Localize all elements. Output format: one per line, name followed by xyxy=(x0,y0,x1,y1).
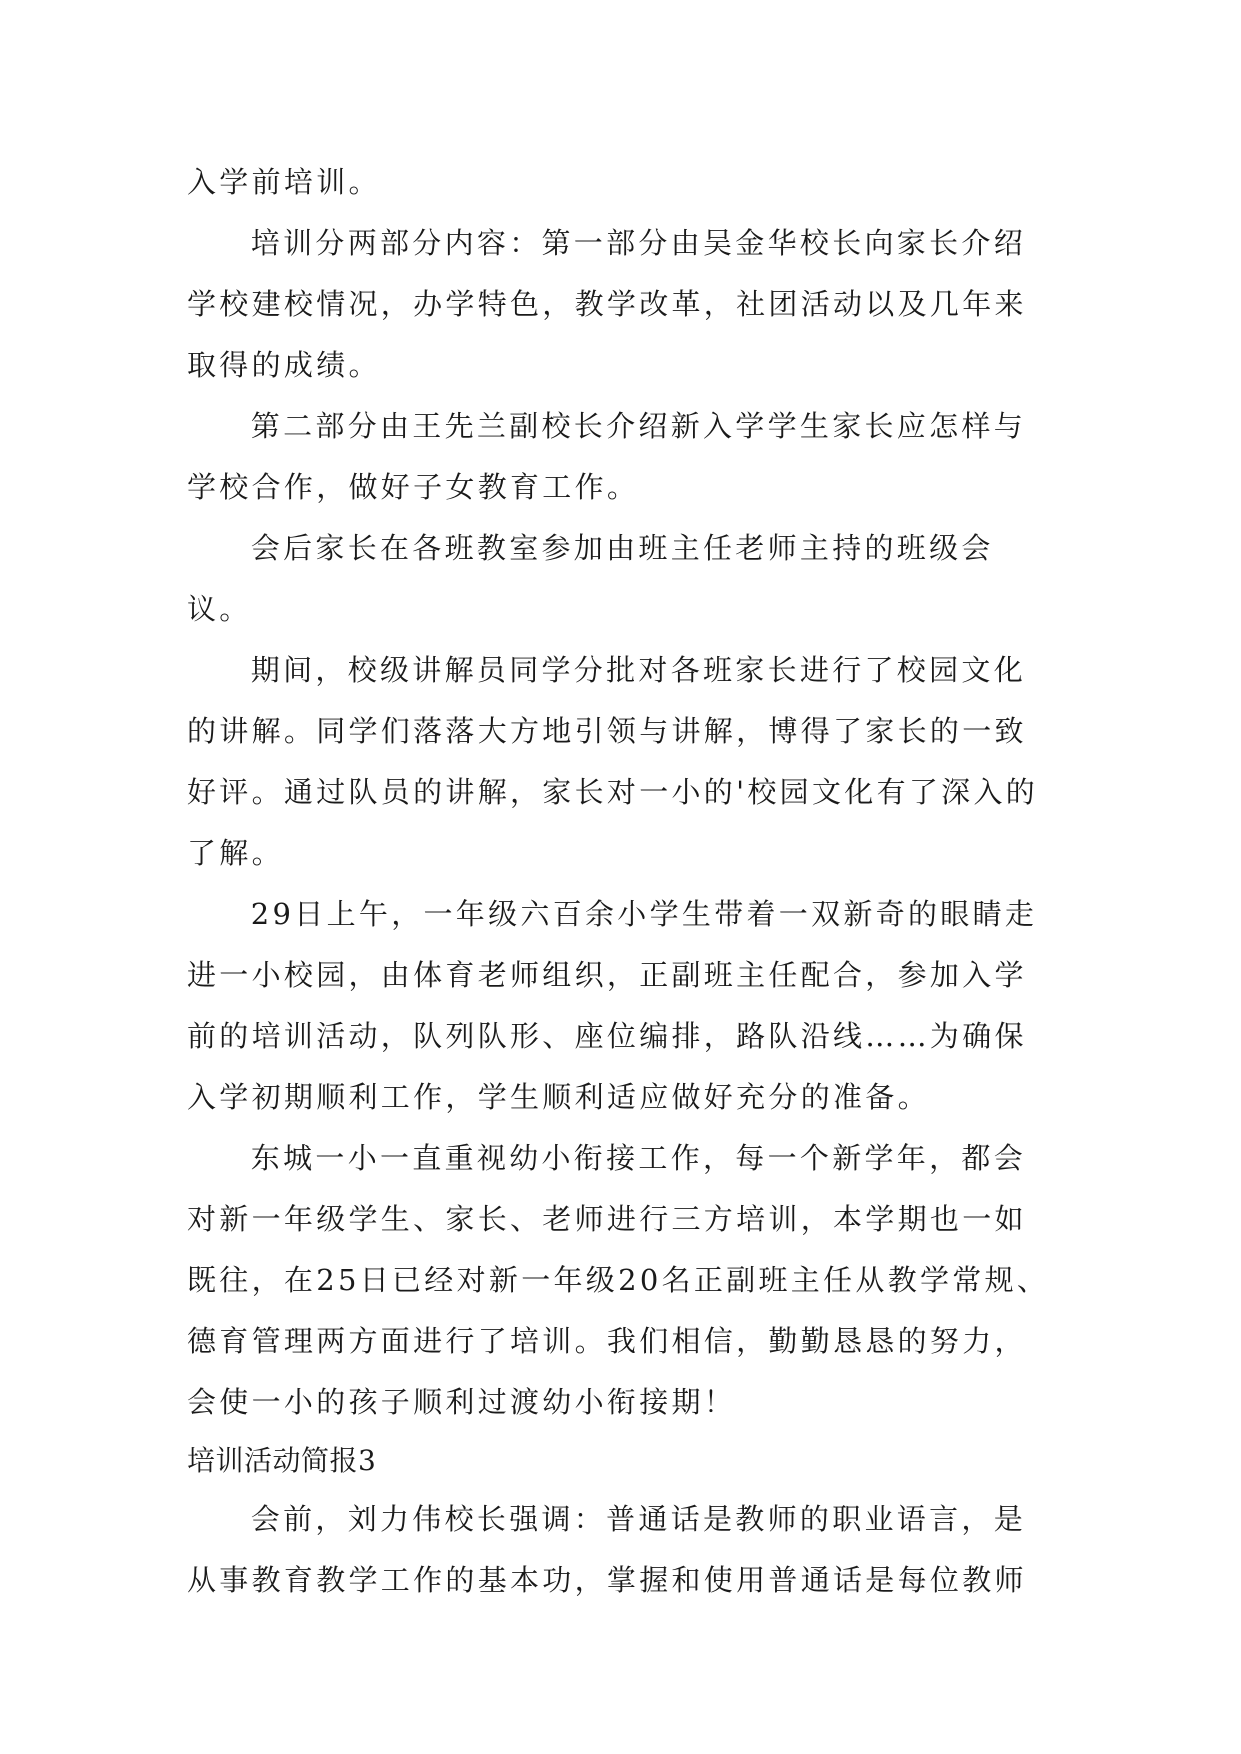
paragraph: 东城一小一直重视幼小衔接工作，每一个新学年，都会对新一年级学生、家长、老师进行三方培训，本学期也一如既往，在25日已经对新一年级20名正副班主任从教学常规、德育管理两方面进行了培训。我们相信，勤勤恳恳的努力，会使一小的孩子顺利过渡幼小衔接期！ xyxy=(187,1141,1050,1419)
paragraph: 期间，校级讲解员同学分批对各班家长进行了校园文化的讲解。同学们落落大方地引领与讲解，博得了家长的一致好评。通过队员的讲解，家长对一小的'校园文化有了深入的了解。 xyxy=(187,653,1039,870)
paragraph: 培训分两部分内容：第一部分由吴金华校长向家长介绍学校建校情况，办学特色，教学改革，社团活动以及几年来取得的成绩。 xyxy=(187,226,1027,382)
paragraph: 会后家长在各班教室参加由班主任老师主持的班级会议。 xyxy=(187,531,994,626)
document-body xyxy=(187,152,1053,1611)
paragraph: 会前，刘力伟校长强调：普通话是教师的职业语言，是从事教育教学工作的基本功，掌握和使用普通话是每位教师 xyxy=(187,1502,1027,1597)
section-heading: 培训活动简报3 xyxy=(187,1444,377,1477)
paragraph: 29日上午，一年级六百余小学生带着一双新奇的眼睛走进一小校园，由体育老师组织，正副班主任配合，参加入学前的培训活动，队列队形、座位编排，路队沿线……为确保入学初期顺利工作，学生顺利适应做好充分的准备。 xyxy=(187,897,1038,1114)
paragraph-continuation: 入学前培训。 xyxy=(187,165,381,199)
paragraph: 第二部分由王先兰副校长介绍新入学学生家长应怎样与学校合作，做好子女教育工作。 xyxy=(187,409,1026,504)
